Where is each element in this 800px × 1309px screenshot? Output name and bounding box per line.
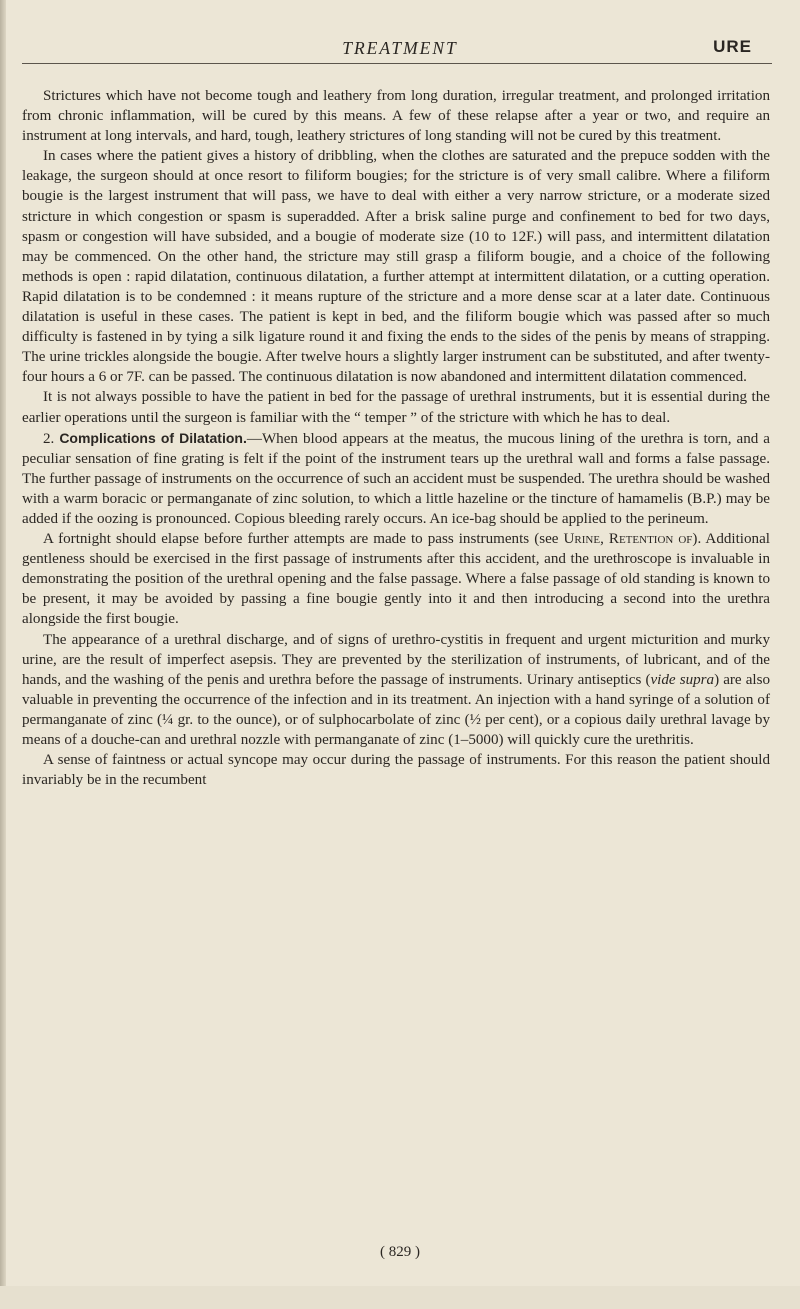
header-rule	[22, 63, 772, 64]
running-title: TREATMENT	[342, 38, 458, 58]
paragraph-text: ) are also valuable in preventing the occurrence of the infection and in its treatment. An injection with a hand syringe of a solution of permanganate of zinc (¼ gr. to the ounce), or of sulphocarbolate of zinc (½ per cent), or a copious daily urethral lavage by means of a douche-can and urethral nozzle with permanganate of zinc (1–5000) will quickly cure the urethritis.	[22, 671, 771, 748]
page-edge-shadow	[0, 0, 6, 1309]
paragraph: A sense of faintness or actual syncope may occur during the passage of instruments. For this reason the patient should invariably be in the recumbent	[22, 752, 770, 789]
section-heading: Complications of Dilatation.	[59, 429, 247, 446]
paragraph	[22, 529, 770, 629]
paragraph: In cases where the patient gives a history of dribbling, when the clothes are saturated and the prepuce sodden with the leakage, the surgeon should at once resort to filiform bougies; for the stricture is of very small calibre. Where a filiform bougie is the largest instrument that will pass, we have to deal with either a very narrow stricture, or a moderate sized stricture in which congestion or spasm is superadded. After a brisk saline purge and confinement to bed for two days, spasm or congestion will have subsided, and a bougie of moderate size (10 to 12F.) will pass, and intermittent dilatation may be commenced. On the other hand, the stricture may still grasp a filiform bougie, and a choice of the following methods is open : rapid dilatation, continuous dilatation, a further attempt at intermittent dilatation, or a cutting operation. Rapid dilatation is to be condemned : it means rupture of the stricture and a more dense scar at a later date. Continuous dilatation is useful in these cases. The patient is kept in bed, and the filiform bougie which was passed after so much difficulty is fastened in by tying a silk ligature round it and fixing the ends to the sides of the penis by means of strapping. The urine trickles alongside the bougie. After twelve hours a slightly larger instrument can be substituted, and after twenty-four hours a 6 or 7F. can be passed. The continuous dilatation is now abandoned and intermittent dilatation commenced.	[22, 148, 770, 386]
paragraph-complications	[22, 428, 770, 529]
paragraph: Strictures which have not become tough and leathery from long duration, irregular treatment, and prolonged irritation from chronic inflammation, will be cured by this means. A few of these relapse after a year or two, and require an instrument at long intervals, and hard, tough, leathery strictures of long standing will not be cured by this treatment.	[22, 88, 770, 145]
page-header	[20, 38, 780, 60]
section-number: 2.	[43, 430, 55, 447]
paragraph-text: ). Additional gentleness should be exercised in the first passage of instruments after this accident, and the urethroscope is invaluable in demonstrating the position of the urethral opening and the false passage. Where a false passage of old standing is known to be present, it may be avoided by passing a fine bougie gently into it and then introducing a second into the urethra alongside the first bougie.	[22, 531, 770, 628]
paragraph: It is not always possible to have the patient in bed for the passage of urethral instruments, but it is essential during the earlier operations until the surgeon is familiar with the “ temper ” of the stricture with which he has to deal.	[22, 389, 770, 426]
body-text	[22, 86, 770, 790]
head-word: URE	[713, 37, 752, 56]
paragraph-text: The appearance of a urethral discharge, and of signs of urethro-cystitis in frequent and urgent micturition and murky urine, are the result of imperfect asepsis. They are prevented by the sterilization of instruments, of lubricant, and of the hands, and the washing of the penis and urethra before the passage of instruments. Urinary antiseptics (	[22, 631, 770, 688]
paragraph	[22, 630, 770, 751]
page-number: ( 829 )	[380, 1244, 420, 1260]
cross-reference: Urine, Retention of	[563, 531, 693, 548]
paragraph-text: A fortnight should elapse before further attempts are made to pass instruments (see	[43, 531, 564, 548]
paragraph-text: —When blood appears at the meatus, the mucous lining of the urethra is torn, and a peculiar sensation of fine grating is felt if the point of the instrument tears up the urethral wall and forms a false passage. The further passage of instruments on the occurrence of such an accident must be suspended. The urethra should be washed with a warm boracic or permanganate of zinc solution, to which a little hazeline or the tincture of hamamelis (B.P.) may be added if the oozing is pronounced. Copious bleeding rarely occurs. An ice-bag should be applied to the perineum.	[22, 430, 770, 527]
page-bottom-margin	[0, 1286, 800, 1309]
vide-supra: vide supra	[650, 671, 715, 688]
